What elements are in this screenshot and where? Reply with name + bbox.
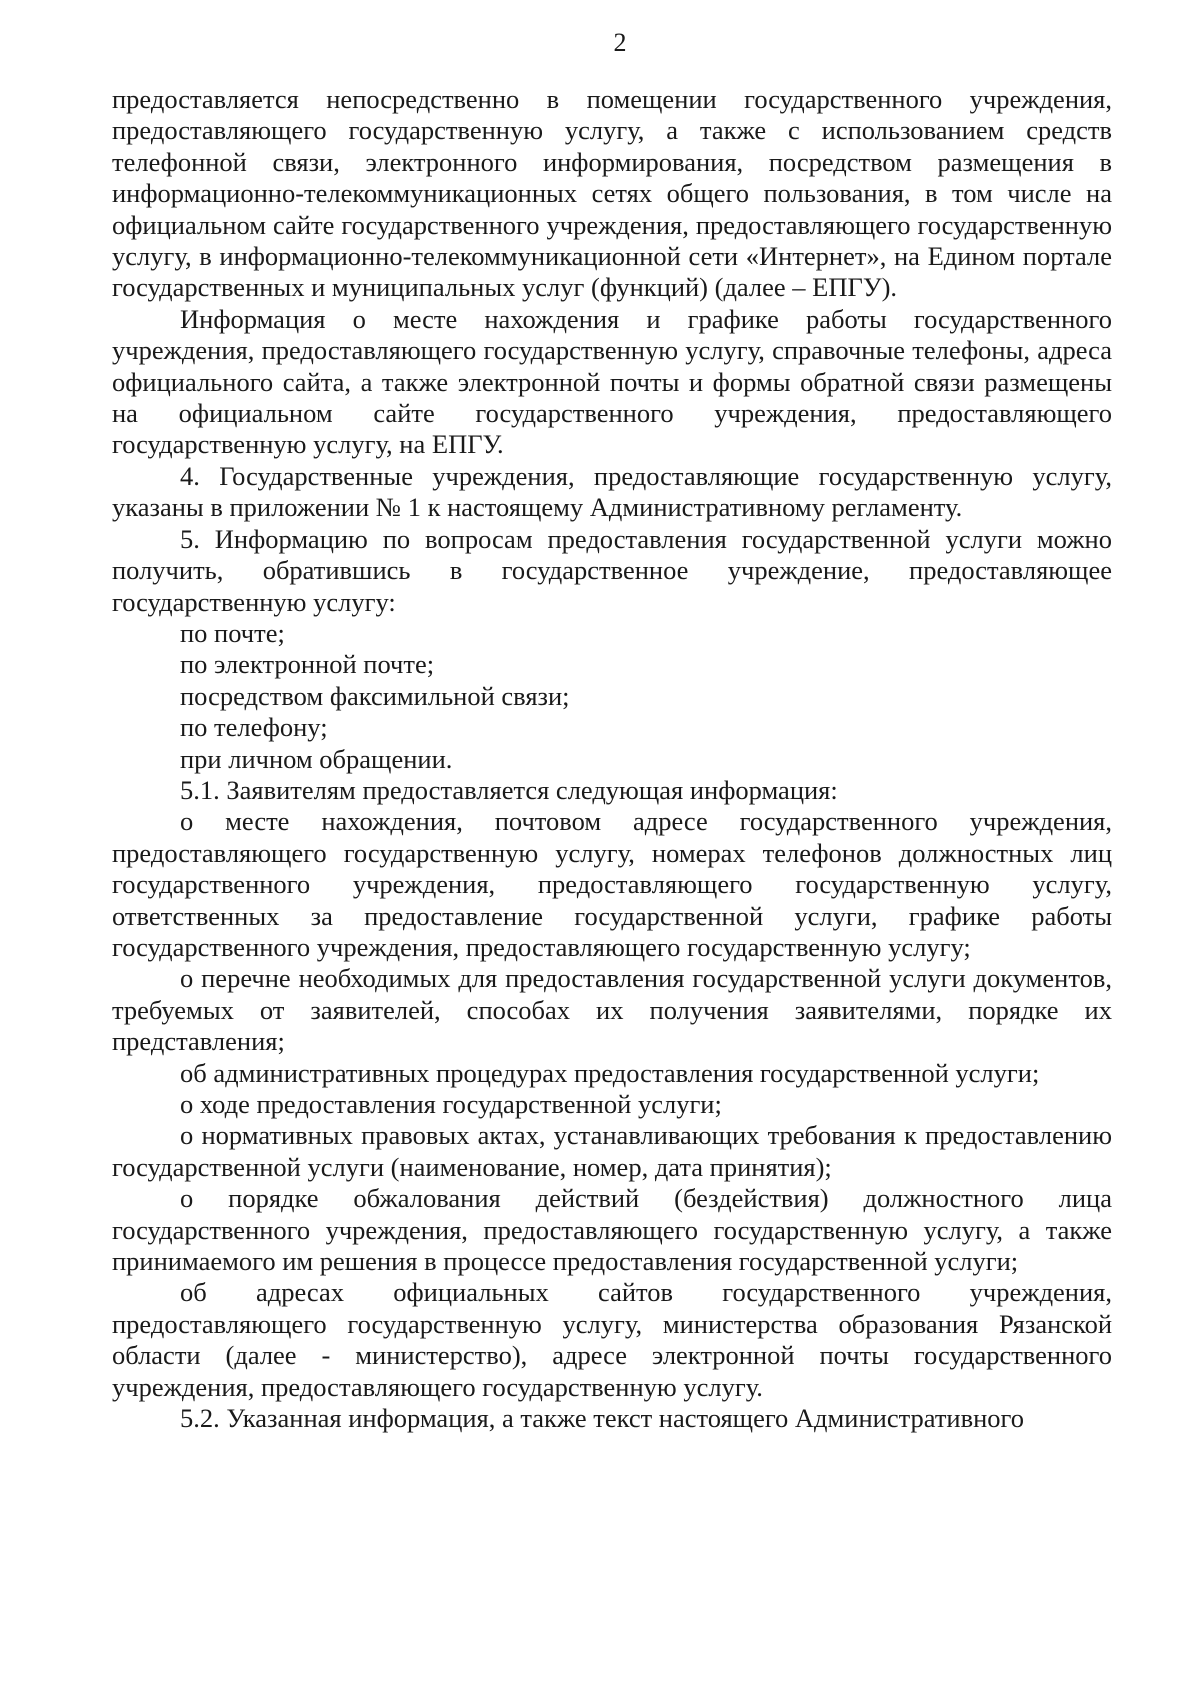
list-item: по электронной почте; — [180, 649, 435, 680]
list-item: при личном обращении. — [180, 743, 453, 774]
document-body — [112, 84, 1112, 1434]
paragraph: о месте нахождения, почтовом адресе государственного учреждения, предоставляющего государственную услугу, номерах телефонов должностных лиц государственного учреждения, предоставляющего государственную услугу, ответственных за предоставление государственной услуги, графике работы государственного учреждения, предоставляющего государственную услугу; — [112, 806, 1112, 962]
paragraph: об адресах официальных сайтов государственного учреждения, предоставляющего государственную услугу, министерства образования Рязанской области (далее - министерство), адресе электронной почты государственного учреждения, предоставляющего государственную услугу. — [112, 1277, 1112, 1402]
list-item: по почте; — [180, 617, 285, 648]
paragraph: Информация о месте нахождения и графике работы государственного учреждения, предоставляющего государственную услугу, справочные телефоны, адреса официального сайта, а также электронной почты и формы обратной связи размещены на официальном сайте государственного учреждения, предоставляющего государственную услугу, на ЕПГУ. — [112, 303, 1112, 460]
paragraph: 4. Государственные учреждения, предоставляющие государственную услугу, указаны в приложении № 1 к настоящему Административному регламенту. — [112, 460, 1112, 523]
list-item: по телефону; — [180, 712, 328, 743]
paragraph: 5. Информацию по вопросам предоставления государственной услуги можно получить, обратившись в государственное учреждение, предоставляющее государственную услугу: — [112, 523, 1112, 617]
paragraph: 5.1. Заявителям предоставляется следующая информация: — [180, 774, 838, 805]
paragraph: о нормативных правовых актах, устанавливающих требования к предоставлению государственной услуги (наименование, номер, дата принятия); — [112, 1120, 1112, 1182]
paragraph: предоставляется непосредственно в помещении государственного учреждения, предоставляющего государственную услугу, а также с использованием средств телефонной связи, электронного информирования, посредством размещения в информационно-телекоммуникационных сетях общего пользования, в том числе на официальном сайте государственного учреждения, предоставляющего государственную услугу, в информационно-телекоммуникационной сети «Интернет», на Едином портале государственных и муниципальных услуг (функций) (далее – ЕПГУ). — [112, 84, 1112, 303]
paragraph: о перечне необходимых для предоставления государственной услуги документов, требуемых от заявителей, способах их получения заявителями, порядке их представления; — [112, 963, 1112, 1057]
paragraph: об административных процедурах предоставления государственной услуги; — [180, 1057, 1040, 1088]
list-item: посредством факсимильной связи; — [180, 680, 570, 711]
paragraph: о ходе предоставления государственной услуги; — [180, 1089, 722, 1119]
page-number: 2 — [613, 28, 627, 57]
paragraph: 5.2. Указанная информация, а также текст настоящего Административного — [180, 1403, 1025, 1434]
paragraph: о порядке обжалования действий (бездействия) должностного лица государственного учреждения, предоставляющего государственную услугу, а также принимаемого им решения в процессе предоставления государственной услуги; — [112, 1183, 1112, 1277]
